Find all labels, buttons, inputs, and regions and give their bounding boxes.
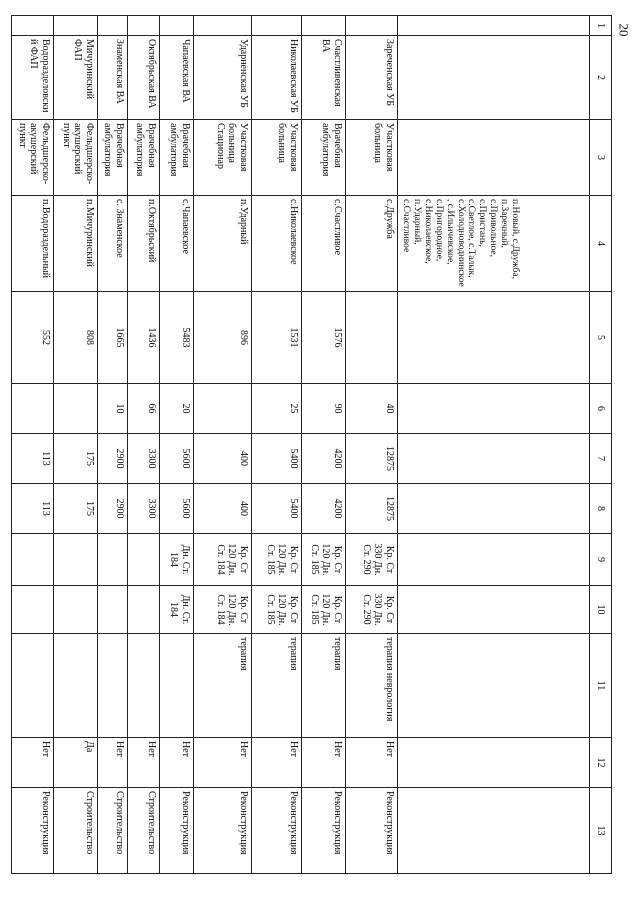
table-cell-c12: Да xyxy=(54,738,98,788)
table-cell-c8: 175 xyxy=(54,484,98,534)
column-header: 12 xyxy=(590,738,612,788)
table-cell-name: Ударненская УБ xyxy=(194,36,252,120)
table-cell-c7: 4200 xyxy=(302,434,346,484)
table-cell xyxy=(398,434,590,484)
table-cell-c7: 5600 xyxy=(160,434,194,484)
table-cell-c6: 40 xyxy=(346,384,398,434)
table-cell-type: Врачебная амбулатория xyxy=(128,120,160,196)
table-cell-name: Октябрьская ВА xyxy=(128,36,160,120)
table-cell-type: Участковая больница xyxy=(346,120,398,196)
table-cell-type: Фельдшерско-акушерский пункт xyxy=(54,120,98,196)
table-cell-c10 xyxy=(128,586,160,634)
table-cell-c5: 1665 xyxy=(98,292,128,384)
table-cell-c6: 66 xyxy=(128,384,160,434)
table-cell-location: с.Николаевское xyxy=(252,196,302,292)
table-cell-c9 xyxy=(128,534,160,586)
table-cell-name: Счастливенская ВА xyxy=(302,36,346,120)
table-cell xyxy=(54,16,98,36)
column-header: 9 xyxy=(590,534,612,586)
table-cell-c9 xyxy=(54,534,98,586)
rotated-table-container xyxy=(17,15,612,873)
table-cell-c13: Реконструкция xyxy=(346,788,398,874)
table-cell-location: с.Дружба xyxy=(346,196,398,292)
table-cell xyxy=(398,120,590,196)
column-header: 10 xyxy=(590,586,612,634)
table-cell-c10: Кр. Ст 330 Дн. Ст. 290 xyxy=(346,586,398,634)
table-cell-c13: Реконструкция xyxy=(160,788,194,874)
table-cell-c5 xyxy=(346,292,398,384)
column-header: 4 xyxy=(590,196,612,292)
table-cell xyxy=(398,534,590,586)
table-cell-c9: Кр. Ст 120 Дн. Ст. 185 xyxy=(252,534,302,586)
table-cell-c13: Реконструкция xyxy=(194,788,252,874)
table-cell xyxy=(398,738,590,788)
table-cell-c7: 175 xyxy=(54,434,98,484)
table-cell-c10 xyxy=(12,586,54,634)
table-cell-location: с.Счастливое xyxy=(302,196,346,292)
table-row xyxy=(194,16,252,874)
table-cell-name: Чапаевская ВА xyxy=(160,36,194,120)
table-cell-c9: Дн. Ст. 184 xyxy=(160,534,194,586)
table-cell-c12: Нет xyxy=(302,738,346,788)
table-cell-c13: Реконструкция xyxy=(252,788,302,874)
table-cell-c12: Нет xyxy=(98,738,128,788)
table-cell-c6 xyxy=(12,384,54,434)
facilities-table xyxy=(11,15,612,874)
table-cell-c13: Строительство xyxy=(98,788,128,874)
table-cell-c5: 5483 xyxy=(160,292,194,384)
table-cell-c11: терапия неврология xyxy=(346,634,398,738)
table-cell-c11: терапия xyxy=(252,634,302,738)
table-cell-c7: 113 xyxy=(12,434,54,484)
table-cell-c11: терапия xyxy=(194,634,252,738)
table-cell-c10 xyxy=(54,586,98,634)
table-cell-c7: 3300 xyxy=(128,434,160,484)
table-cell xyxy=(160,16,194,36)
table-cell-location: п.Мичуринский xyxy=(54,196,98,292)
table-cell-c13: Строительство xyxy=(54,788,98,874)
table-cell-location: с.Чапаевское xyxy=(160,196,194,292)
table-cell-c9: Кр. Ст 120 Дн. Ст. 184 xyxy=(194,534,252,586)
table-cell-type: Врачебная амбулатория xyxy=(98,120,128,196)
table-cell xyxy=(398,586,590,634)
table-cell-name: Николаевская УБ xyxy=(252,36,302,120)
table-row xyxy=(98,16,128,874)
table-cell-type: Участковая больница xyxy=(252,120,302,196)
table-cell-type: Врачебная амбулатория xyxy=(302,120,346,196)
table-cell xyxy=(398,384,590,434)
table-cell-c11 xyxy=(12,634,54,738)
table-cell-c5: 552 xyxy=(12,292,54,384)
table-cell-c6: 90 xyxy=(302,384,346,434)
table-cell-c7: 12875 xyxy=(346,434,398,484)
table-cell-c12: Нет xyxy=(346,738,398,788)
table-cell-c7: 2900 xyxy=(98,434,128,484)
table-cell-c10 xyxy=(98,586,128,634)
table-row-settlements xyxy=(398,16,590,874)
settlements-cell: п.Новый, с.Дружба, п.Заречный, с.Привольное, с.Пристань, с.Светлое, с.Талык, с.Холодноводнинское, с.Ильичевское, с.Пригородное, с.Николаевское, п.Ударный, с.Счастливое xyxy=(398,196,590,292)
column-header: 3 xyxy=(590,120,612,196)
table-cell xyxy=(12,16,54,36)
column-header: 13 xyxy=(590,788,612,874)
table-cell-c6: 20 xyxy=(160,384,194,434)
column-header: 8 xyxy=(590,484,612,534)
table-row xyxy=(128,16,160,874)
table-cell-c5: 1576 xyxy=(302,292,346,384)
table-cell-c12: Нет xyxy=(12,738,54,788)
table-cell-c6 xyxy=(194,384,252,434)
header-row xyxy=(590,16,612,874)
table-cell xyxy=(398,16,590,36)
table-cell-location: п.Ударный xyxy=(194,196,252,292)
table-cell-c8: 3300 xyxy=(128,484,160,534)
column-header: 5 xyxy=(590,292,612,384)
page-number: 20 xyxy=(616,23,632,37)
column-header: 1 xyxy=(590,16,612,36)
table-cell-c8: 5600 xyxy=(160,484,194,534)
table-cell xyxy=(128,16,160,36)
table-cell-c7: 400 xyxy=(194,434,252,484)
table-cell-c6: 25 xyxy=(252,384,302,434)
table-cell-c5: 1531 xyxy=(252,292,302,384)
table-row xyxy=(346,16,398,874)
table-cell-c5: 808 xyxy=(54,292,98,384)
table-cell xyxy=(346,16,398,36)
table-cell-name: Зареченская УБ xyxy=(346,36,398,120)
table-cell xyxy=(398,484,590,534)
table-cell-name: Мичуринский ФАП xyxy=(54,36,98,120)
column-header: 6 xyxy=(590,384,612,434)
table-cell-c5: 896 xyxy=(194,292,252,384)
table-cell xyxy=(194,16,252,36)
table-cell-c13: Строительство xyxy=(128,788,160,874)
table-cell-c12: Нет xyxy=(252,738,302,788)
table-cell-c11 xyxy=(160,634,194,738)
table-cell-name: Знаменская ВА xyxy=(98,36,128,120)
table-cell-c11: терапия xyxy=(302,634,346,738)
table-row xyxy=(160,16,194,874)
table-cell-type: Врачебная амбулатория xyxy=(160,120,194,196)
table-cell-c13: Реконструкция xyxy=(12,788,54,874)
table-cell-location: с. Знаменское xyxy=(98,196,128,292)
table-cell-location: п.Октябрьский xyxy=(128,196,160,292)
table-row xyxy=(252,16,302,874)
table-cell-c10: Кр. Ст 120 Дн. Ст. 185 xyxy=(252,586,302,634)
table-row xyxy=(12,16,54,874)
table-cell-name: Водоразделовский ФАП xyxy=(12,36,54,120)
column-header: 7 xyxy=(590,434,612,484)
table-cell-c8: 5400 xyxy=(252,484,302,534)
table-cell-c8: 2900 xyxy=(98,484,128,534)
table-cell-c6 xyxy=(54,384,98,434)
column-header: 11 xyxy=(590,634,612,738)
table-cell xyxy=(98,16,128,36)
table-cell-c8: 400 xyxy=(194,484,252,534)
table-cell-c11 xyxy=(128,634,160,738)
table-cell-c5: 1436 xyxy=(128,292,160,384)
table-cell-c12: Нет xyxy=(128,738,160,788)
table-cell-c9: Кр. Ст 120 Дн. Ст. 185 xyxy=(302,534,346,586)
table-cell-c9: Кр. Ст 330 Дн. Ст. 290 xyxy=(346,534,398,586)
table-row xyxy=(54,16,98,874)
table-body xyxy=(12,16,398,874)
table-cell xyxy=(398,36,590,120)
table-cell-type: Участковая больница Стационар xyxy=(194,120,252,196)
table-cell-c13: Реконструкция xyxy=(302,788,346,874)
table-cell-c11 xyxy=(54,634,98,738)
table-cell-c9 xyxy=(12,534,54,586)
table-cell-c9 xyxy=(98,534,128,586)
table-cell-c10: Кр. Ст 120 Дн. Ст. 184 xyxy=(194,586,252,634)
table-cell-c6: 10 xyxy=(98,384,128,434)
table-cell-type: Фельдшерско-акушерский пункт xyxy=(12,120,54,196)
table-cell xyxy=(302,16,346,36)
table-cell xyxy=(398,634,590,738)
table-cell-c10: Кр. Ст 120 Дн. Ст. 185 xyxy=(302,586,346,634)
table-cell-c8: 113 xyxy=(12,484,54,534)
table-cell xyxy=(252,16,302,36)
table-cell-c12: Нет xyxy=(194,738,252,788)
table-cell-c8: 4200 xyxy=(302,484,346,534)
column-header: 2 xyxy=(590,36,612,120)
table-cell-c10: Дн. Ст. 184 xyxy=(160,586,194,634)
table-cell-c12: Нет xyxy=(160,738,194,788)
table-cell xyxy=(398,292,590,384)
table-cell-c8: 12875 xyxy=(346,484,398,534)
table-row xyxy=(302,16,346,874)
table-cell-c7: 5400 xyxy=(252,434,302,484)
table-cell-location: п.Водораздельный xyxy=(12,196,54,292)
table-cell xyxy=(398,788,590,874)
table-cell-c11 xyxy=(98,634,128,738)
